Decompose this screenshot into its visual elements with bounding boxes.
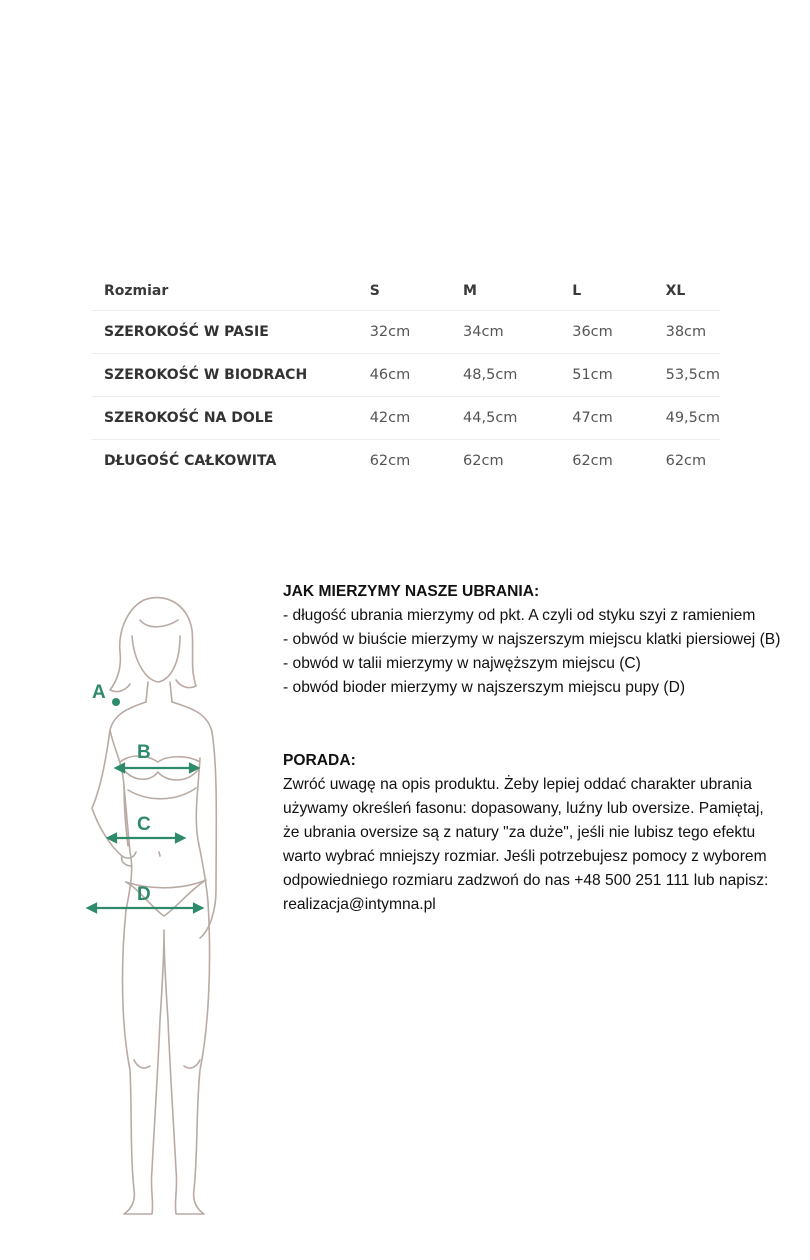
row-label: SZEROKOŚĆ NA DOLE <box>104 410 274 426</box>
header-l: L <box>572 283 582 299</box>
table-row <box>92 440 720 483</box>
cell-value: 32cm <box>369 324 411 340</box>
size-table <box>92 272 720 482</box>
cell-value: 42cm <box>369 410 411 426</box>
cell-value: 49,5cm <box>665 410 720 426</box>
header-size: Rozmiar <box>104 283 169 299</box>
cell-value: 48,5cm <box>463 367 518 383</box>
table-row <box>92 311 720 354</box>
table-row <box>92 354 720 397</box>
advice-text: Zwróć uwagę na opis produktu. Żeby lepiej oddać charakter ubrania używamy określeń fasonu: dopasowany, luźny lub oversize. Pamiętaj, że ubrania oversize są z natury "za duże", jeśli nie lubisz tego efektu warto wybrać mniejszy rozmiar. Jeśli potrzebujesz pomocy z wyborem odpowiedniego rozmiaru zadzwoń do nas +48 500 251 111 lub napisz: realizacja@intymna.pl <box>283 776 769 913</box>
measure-line: - obwód w talii mierzymy w najwęższym miejscu (C) <box>283 655 641 672</box>
header-s: S <box>369 283 380 299</box>
cell-value: 51cm <box>572 367 613 383</box>
cell-value: 44,5cm <box>463 410 518 426</box>
table-row <box>92 397 720 440</box>
measure-line: - obwód w biuście mierzymy w najszerszym miejscu klatki piersiowej (B) <box>283 631 781 648</box>
cell-value: 36cm <box>572 324 613 340</box>
cell-value: 53,5cm <box>665 367 720 383</box>
measure-line: - długość ubrania mierzymy od pkt. A czyli od styku szyi z ramieniem <box>283 607 756 624</box>
table-header-row <box>92 272 720 311</box>
body-measurement-figure <box>70 590 280 1220</box>
row-label: SZEROKOŚĆ W BIODRACH <box>104 367 308 383</box>
cell-value: 38cm <box>665 324 707 340</box>
cell-value: 62cm <box>369 453 411 469</box>
cell-value: 46cm <box>369 367 411 383</box>
cell-value: 62cm <box>572 453 613 469</box>
cell-value: 47cm <box>572 410 613 426</box>
row-label: DŁUGOŚĆ CAŁKOWITA <box>104 453 277 469</box>
marker-b-label: B <box>137 742 151 763</box>
marker-a-label: A <box>92 682 106 703</box>
info-text <box>283 580 783 917</box>
header-m: M <box>463 283 477 299</box>
cell-value: 62cm <box>463 453 504 469</box>
measure-line: - obwód bioder mierzymy w najszerszym miejscu pupy (D) <box>283 679 686 696</box>
row-label: SZEROKOŚĆ W PASIE <box>104 324 269 340</box>
measure-title: JAK MIERZYMY NASZE UBRANIA: <box>283 583 540 600</box>
advice-title: PORADA: <box>283 752 356 769</box>
marker-c-label: C <box>137 814 151 835</box>
cell-value: 62cm <box>665 453 707 469</box>
measure-lines <box>88 698 202 912</box>
marker-d-label: D <box>137 884 151 905</box>
header-xl: XL <box>665 283 686 299</box>
cell-value: 34cm <box>463 324 504 340</box>
